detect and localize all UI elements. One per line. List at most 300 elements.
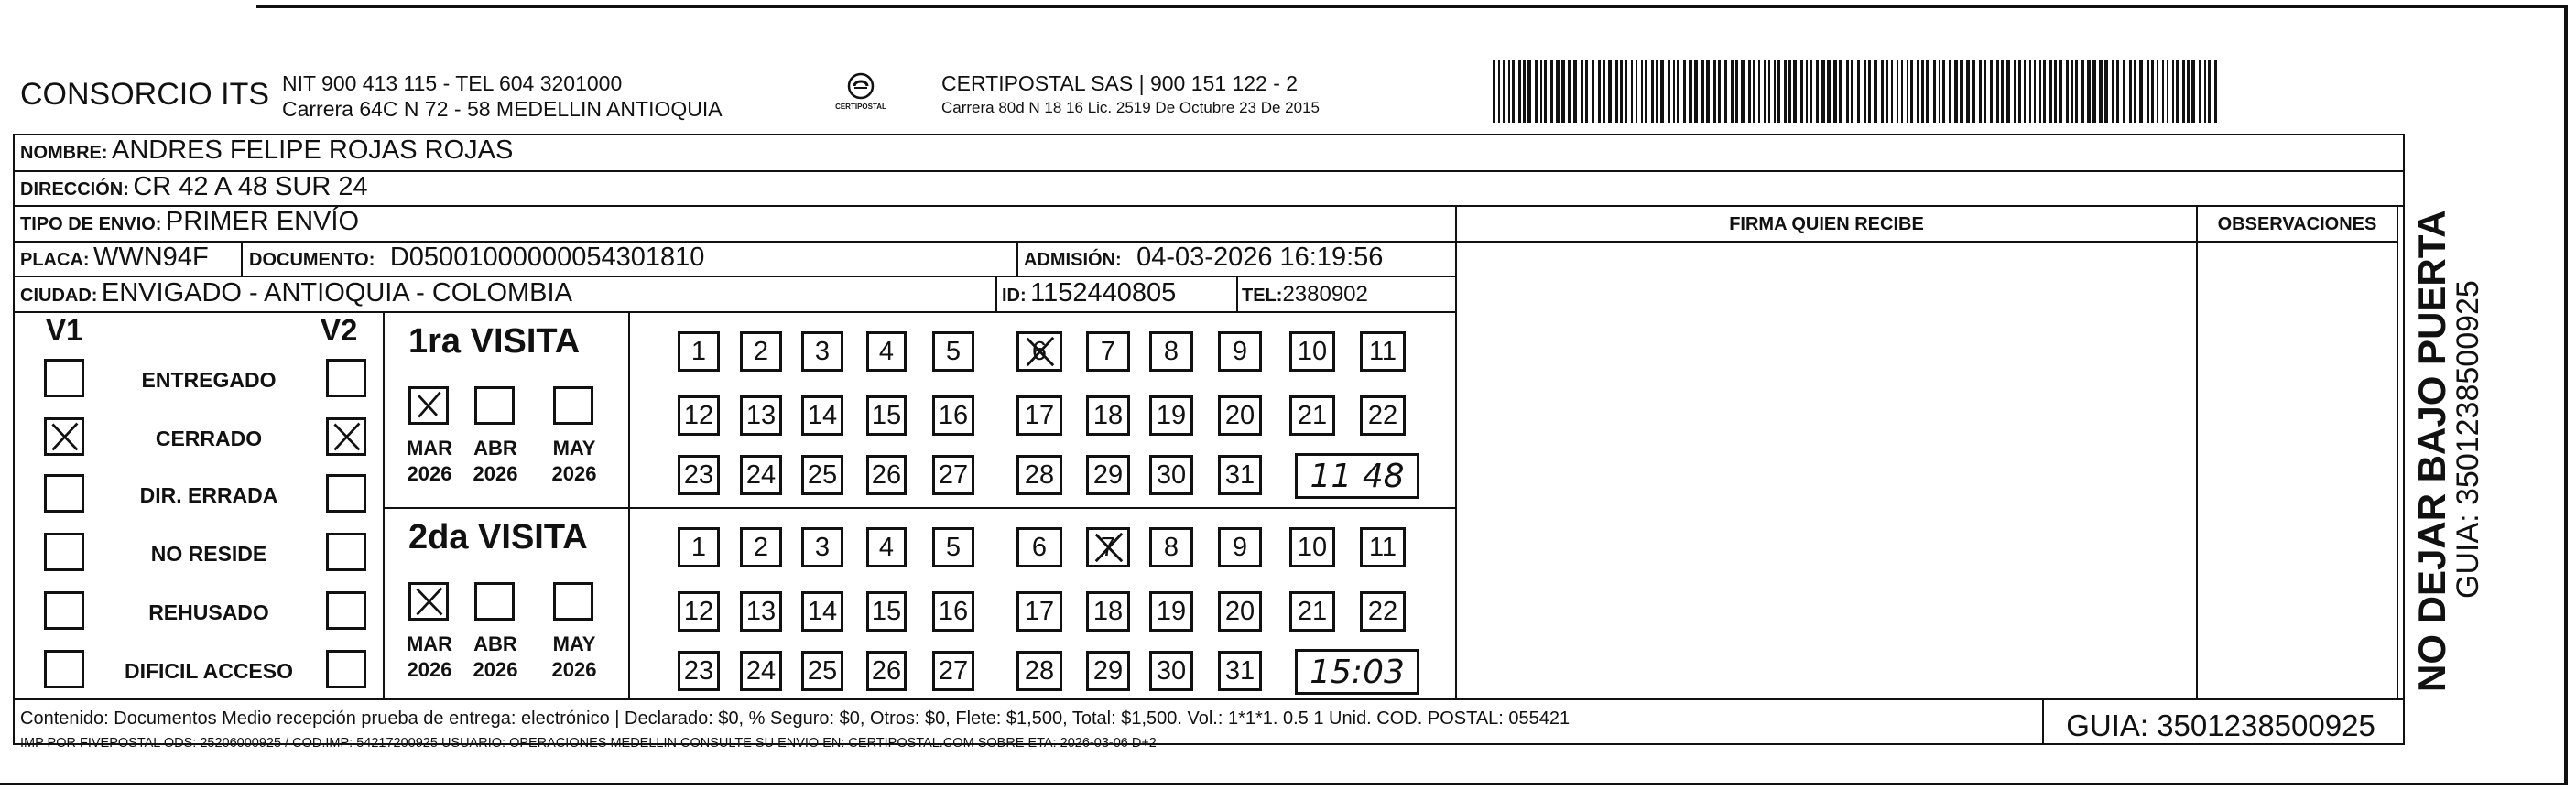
day-box[interactable]: 16 <box>932 591 974 632</box>
day-box[interactable]: 30 <box>1149 455 1193 495</box>
status-v2-checkbox[interactable] <box>326 533 366 571</box>
day-box[interactable]: 24 <box>740 455 782 495</box>
day-box[interactable]: 14 <box>801 395 843 436</box>
top-edge-line <box>256 5 2564 8</box>
barcode-bar <box>1713 60 1716 123</box>
day-box[interactable]: 20 <box>1218 591 1262 632</box>
barcode-bar <box>1636 60 1637 123</box>
barcode-bar <box>1689 60 1692 123</box>
barcode-bar <box>1701 60 1704 123</box>
barcode-bar <box>2147 60 2149 123</box>
status-option-label: DIFICIL ACCESO <box>124 659 293 683</box>
day-number: 7 <box>1100 532 1116 562</box>
day-box[interactable]: 26 <box>866 651 907 691</box>
barcode-bar <box>1972 60 1975 123</box>
month-year: 2026 <box>407 658 452 681</box>
visit-title: 2da VISITA <box>408 518 588 557</box>
day-box[interactable]: 10 <box>1289 331 1335 372</box>
month-name: ABR <box>473 437 517 459</box>
visit-month-checkbox[interactable] <box>474 582 515 621</box>
visit-divider <box>384 507 1456 509</box>
barcode-bar <box>2006 60 2010 123</box>
barcode-bar <box>2112 60 2114 123</box>
barcode-bar <box>1724 60 1727 123</box>
barcode-bar <box>1585 60 1588 123</box>
barcode-bar <box>2214 60 2217 123</box>
day-box[interactable]: 3 <box>801 331 843 372</box>
barcode-bar <box>1512 60 1515 123</box>
day-number: 6 <box>1031 336 1048 366</box>
barcode-bar <box>1735 60 1738 123</box>
barcode-bar <box>2134 60 2136 123</box>
status-option-label: NO RESIDE <box>150 542 267 566</box>
firma-left-divider <box>1455 205 1457 699</box>
barcode-bar <box>1996 60 1999 123</box>
tel-label: TEL: <box>1242 286 1283 306</box>
placa-divider <box>241 242 243 276</box>
barcode-bar <box>1683 60 1686 123</box>
barcode-bar <box>1764 60 1766 123</box>
id-row <box>1002 278 1176 308</box>
day-box[interactable]: 21 <box>1289 395 1335 436</box>
tel-row <box>1242 282 1368 308</box>
barcode-bar <box>1939 60 1940 123</box>
v2-header: V2 <box>321 313 358 347</box>
barcode-bar <box>1535 60 1538 123</box>
barcode-bar <box>1493 60 1495 123</box>
barcode-bar <box>2139 60 2143 123</box>
carrier-license: Carrera 80d N 18 16 Lic. 2519 De Octubre 23 De 2015 <box>941 99 1320 116</box>
barcode-bar <box>1857 60 1860 123</box>
barcode-bar <box>1881 60 1884 123</box>
logo-caption: CERTIPOSTAL <box>835 103 886 111</box>
barcode-bar <box>2066 60 2069 123</box>
admision-label: ADMISIÓN: <box>1024 250 1122 270</box>
barcode-bar <box>1897 60 1898 123</box>
barcode-bar <box>1498 60 1500 123</box>
month-year: 2026 <box>551 462 597 485</box>
barcode-bar <box>1926 60 1929 123</box>
day-box[interactable]: 30 <box>1149 651 1193 691</box>
company-nit: NIT 900 413 115 - TEL 604 3201000 <box>282 71 623 95</box>
barcode-bar <box>1793 60 1797 123</box>
placa-value: WWN94F <box>93 243 209 272</box>
day-box[interactable]: 23 <box>678 455 720 495</box>
status-option-label: ENTREGADO <box>141 368 277 392</box>
visit-month-label <box>397 436 462 487</box>
status-option-label: DIR. ERRADA <box>139 483 278 507</box>
barcode-bar <box>1651 60 1654 123</box>
day-box[interactable]: 2 <box>740 527 782 567</box>
day-box[interactable]: 16 <box>932 395 974 436</box>
barcode-bar <box>1942 60 1945 123</box>
barcode-bar <box>1677 60 1679 123</box>
tipo-value: PRIMER ENVÍO <box>165 207 360 236</box>
day-box[interactable]: 27 <box>932 455 974 495</box>
barcode-bar <box>2081 60 2084 123</box>
status-v2-checkbox[interactable] <box>326 650 366 688</box>
barcode-bar <box>1573 60 1577 123</box>
status-v2-checkbox[interactable] <box>326 474 366 513</box>
barcode-bar <box>1851 60 1853 123</box>
nombre-row <box>20 135 513 166</box>
barcode-bar <box>1788 60 1791 123</box>
barcode-bar <box>1748 60 1751 123</box>
row-line-6 <box>13 698 2405 700</box>
documento-label: DOCUMENTO: <box>249 250 375 270</box>
direccion-label: DIRECCIÓN: <box>20 179 129 200</box>
day-box[interactable]: 12 <box>678 591 720 632</box>
day-box[interactable]: 1 <box>678 331 720 372</box>
day-box[interactable]: 28 <box>1016 651 1062 691</box>
barcode-bar <box>2059 60 2062 123</box>
status-v1-checkbox[interactable] <box>44 533 84 571</box>
id-value: 1152440805 <box>1030 278 1177 308</box>
visit-month-label <box>463 632 527 683</box>
barcode-bar <box>2043 60 2046 123</box>
ciudad-value: ENVIGADO - ANTIOQUIA - COLOMBIA <box>101 278 572 308</box>
barcode-bar <box>1608 60 1612 123</box>
status-v1-checkbox[interactable] <box>44 359 84 397</box>
barcode-bar <box>1718 60 1721 123</box>
visit-month-checkbox[interactable] <box>553 582 593 621</box>
status-v2-checkbox[interactable] <box>326 359 366 397</box>
barcode-bar <box>1518 60 1521 123</box>
barcode-bar <box>2204 60 2206 123</box>
barcode-bar <box>1620 60 1623 123</box>
day-box[interactable]: 5 <box>932 331 974 372</box>
id-label: ID: <box>1002 286 1027 306</box>
direccion-row <box>20 172 368 202</box>
barcode-bar <box>2123 60 2125 123</box>
day-box[interactable] <box>1016 331 1062 372</box>
day-box[interactable]: 29 <box>1086 651 1130 691</box>
barcode-bar <box>1827 60 1831 123</box>
visit-time-handwritten: 15:03 <box>1310 653 1405 691</box>
barcode-bar <box>1933 60 1936 123</box>
visit-month-checkbox[interactable] <box>553 386 593 425</box>
barcode-bar <box>1768 60 1770 123</box>
barcode-bar <box>1753 60 1755 123</box>
barcode-bar <box>2001 60 2004 123</box>
barcode-bar <box>1540 60 1542 123</box>
barcode-bar <box>1625 60 1627 123</box>
day-box[interactable]: 2 <box>740 331 782 372</box>
status-v1-checkbox[interactable] <box>44 474 84 513</box>
header-underline <box>1456 241 2397 243</box>
barcode-bar <box>2167 60 2168 123</box>
month-name: MAR <box>406 632 453 655</box>
barcode-bar <box>1868 60 1871 123</box>
barcode-bar <box>1910 60 1913 123</box>
visit-month-label <box>397 632 462 683</box>
day-box[interactable]: 17 <box>1016 591 1062 632</box>
day-box[interactable]: 14 <box>801 591 843 632</box>
row-line-5 <box>13 311 1456 313</box>
barcode-bar <box>1598 60 1601 123</box>
id-divider <box>995 276 997 311</box>
status-divider <box>383 312 385 699</box>
day-box[interactable]: 3 <box>801 527 843 567</box>
barcode-bar <box>2087 60 2091 123</box>
placa-label: PLACA: <box>20 250 90 270</box>
certipostal-logo <box>824 68 897 119</box>
barcode-bar <box>2208 60 2211 123</box>
barcode-bar <box>2018 60 2021 123</box>
day-box[interactable]: 23 <box>678 651 720 691</box>
day-box[interactable]: 12 <box>678 395 720 436</box>
nombre-label: NOMBRE: <box>20 143 108 163</box>
barcode-bar <box>1592 60 1594 123</box>
barcode-bar <box>1556 60 1560 123</box>
month-name: ABR <box>473 632 517 655</box>
barcode-bar <box>1741 60 1745 123</box>
footer-contenido: Contenido: Documentos Medio recepción prueba de entrega: electrónico | Declarado: $0, % Seguro: $0, Otros: $0, Flete: $1,500, Total: $1,500. Vol.: 1*1*1. 0.5 1 Unid. COD. POSTAL: 055421 <box>20 708 1571 729</box>
barcode-bar <box>1508 60 1510 123</box>
barcode-bar <box>2092 60 2096 123</box>
barcode-bar <box>1758 60 1760 123</box>
barcode-bar <box>1984 60 1986 123</box>
barcode-bar <box>1954 60 1958 123</box>
day-box[interactable]: 20 <box>1218 395 1262 436</box>
observaciones-header: OBSERVACIONES <box>2217 214 2377 234</box>
tel-divider <box>1236 276 1238 311</box>
nombre-value: ANDRES FELIPE ROJAS ROJAS <box>112 135 514 165</box>
right-edge-line <box>2564 5 2568 784</box>
barcode-bar <box>2014 60 2016 123</box>
row-line-1 <box>13 170 2405 172</box>
barcode-bar <box>1568 60 1571 123</box>
day-box[interactable]: 6 <box>1016 527 1062 567</box>
day-box[interactable] <box>1086 527 1130 567</box>
day-box[interactable]: 15 <box>866 395 907 436</box>
month-name: MAY <box>552 632 596 655</box>
day-box[interactable]: 17 <box>1016 395 1062 436</box>
visit-month-checkbox[interactable] <box>408 386 449 425</box>
admision-row <box>1024 243 1383 273</box>
barcode-bar <box>2116 60 2119 123</box>
day-box[interactable]: 9 <box>1218 331 1262 372</box>
barcode-bar <box>1523 60 1526 123</box>
day-box[interactable]: 9 <box>1218 527 1262 567</box>
barcode-bar <box>2104 60 2108 123</box>
barcode-bar <box>1810 60 1812 123</box>
company-address: Carrera 64C N 72 - 58 MEDELLIN ANTIOQUIA <box>282 97 723 121</box>
day-box[interactable]: 29 <box>1086 455 1130 495</box>
visit-title: 1ra VISITA <box>408 322 581 361</box>
barcode-bar <box>1641 60 1643 123</box>
barcode <box>1491 60 2223 124</box>
barcode-bar <box>1846 60 1849 123</box>
day-box[interactable]: 26 <box>866 455 907 495</box>
barcode-bar <box>1921 60 1924 123</box>
barcode-bar <box>1833 60 1837 123</box>
day-box[interactable]: 5 <box>932 527 974 567</box>
day-box[interactable]: 25 <box>801 651 843 691</box>
company-name: CONSORCIO ITS <box>20 77 270 112</box>
row-line-2 <box>13 205 2405 207</box>
footer-guia: GUIA: 3501238500925 <box>2066 708 2375 742</box>
day-box[interactable]: 10 <box>1289 527 1335 567</box>
day-box[interactable]: 31 <box>1218 455 1262 495</box>
ciudad-label: CIUDAD: <box>20 286 98 306</box>
month-year: 2026 <box>473 658 518 681</box>
day-box[interactable]: 18 <box>1086 591 1130 632</box>
barcode-bar <box>2187 60 2190 123</box>
footer-imp: IMP POR FIVEPOSTAL ODS: 25206000925 / COD.IMP: 54217200925 USUARIO: OPERACIONES MEDELLIN CONSULTE SU ENVIO EN: CERTIPOSTAL.COM SOBRE ETA: 2026-03-06 D+2 <box>20 736 1157 751</box>
barcode-bar <box>2049 60 2052 123</box>
day-box[interactable]: 11 <box>1360 331 1406 372</box>
day-box[interactable]: 21 <box>1289 591 1335 632</box>
status-v1-checkbox[interactable] <box>44 591 84 630</box>
day-box[interactable]: 22 <box>1360 395 1406 436</box>
admision-divider <box>1016 242 1018 276</box>
barcode-bar <box>1544 60 1547 123</box>
side-warning: NO DEJAR BAJO PUERTA <box>2410 210 2453 692</box>
barcode-bar <box>1668 60 1670 123</box>
barcode-bar <box>1979 60 1982 123</box>
day-box[interactable]: 18 <box>1086 395 1130 436</box>
barcode-bar <box>1631 60 1633 123</box>
day-box[interactable]: 4 <box>866 331 907 372</box>
barcode-bar <box>1550 60 1553 123</box>
barcode-bar <box>1503 60 1505 123</box>
day-box[interactable]: 28 <box>1016 455 1062 495</box>
barcode-bar <box>1615 60 1618 123</box>
barcode-bar <box>2034 60 2036 123</box>
day-box[interactable]: 22 <box>1360 591 1406 632</box>
status-v2-checkbox[interactable] <box>326 417 366 456</box>
ciudad-row <box>20 278 572 308</box>
side-guia: GUIA: 3501238500925 <box>2451 280 2485 599</box>
day-box[interactable]: 27 <box>932 651 974 691</box>
visit-time-box[interactable] <box>1295 649 1419 695</box>
firma-header: FIRMA QUIEN RECIBE <box>1729 214 1924 234</box>
day-box[interactable]: 8 <box>1149 527 1193 567</box>
barcode-bar <box>1800 60 1803 123</box>
day-box[interactable]: 31 <box>1218 651 1262 691</box>
barcode-bar <box>1706 60 1710 123</box>
barcode-bar <box>1886 60 1888 123</box>
status-v2-checkbox[interactable] <box>326 591 366 630</box>
barcode-bar <box>1645 60 1647 123</box>
barcode-bar <box>2024 60 2026 123</box>
barcode-bar <box>2157 60 2158 123</box>
barcode-bar <box>1907 60 1908 123</box>
month-name: MAY <box>552 437 596 459</box>
day-box[interactable]: 1 <box>678 527 720 567</box>
barcode-bar <box>2191 60 2195 123</box>
barcode-bar <box>2162 60 2164 123</box>
months-divider <box>628 312 630 699</box>
month-year: 2026 <box>551 658 597 681</box>
tel-value: 2380902 <box>1282 282 1368 307</box>
day-box[interactable]: 11 <box>1360 527 1406 567</box>
barcode-bar <box>1731 60 1734 123</box>
carrier-name: CERTIPOSTAL SAS | 900 151 122 - 2 <box>941 71 1299 95</box>
month-year: 2026 <box>473 462 518 485</box>
barcode-bar <box>1891 60 1893 123</box>
barcode-bar <box>1784 60 1787 123</box>
status-v1-checkbox[interactable] <box>44 417 84 456</box>
barcode-bar <box>1917 60 1919 123</box>
status-option-label: REHUSADO <box>148 600 269 624</box>
status-v1-checkbox[interactable] <box>44 650 84 688</box>
obs-left-divider <box>2196 205 2198 699</box>
visit-month-checkbox[interactable] <box>474 386 515 425</box>
barcode-bar <box>1774 60 1776 123</box>
day-box[interactable]: 13 <box>740 395 782 436</box>
barcode-bar <box>1656 60 1658 123</box>
barcode-bar <box>2172 60 2174 123</box>
barcode-bar <box>1990 60 1993 123</box>
status-option-label: CERRADO <box>155 427 263 450</box>
barcode-bar <box>2182 60 2185 123</box>
barcode-bar <box>2054 60 2057 123</box>
tipo-label: TIPO DE ENVIO: <box>20 214 162 234</box>
barcode-bar <box>1581 60 1583 123</box>
bottom-edge-line <box>0 783 2568 785</box>
day-box[interactable]: 13 <box>740 591 782 632</box>
barcode-bar <box>2099 60 2103 123</box>
day-box[interactable]: 25 <box>801 455 843 495</box>
visit-month-label <box>463 436 527 487</box>
barcode-bar <box>1816 60 1819 123</box>
documento-row <box>249 243 704 273</box>
day-box[interactable]: 19 <box>1149 591 1193 632</box>
day-box[interactable]: 15 <box>866 591 907 632</box>
tipo-row <box>20 207 359 237</box>
barcode-bar <box>1949 60 1951 123</box>
barcode-bar <box>1806 60 1808 123</box>
visit-time-handwritten: 11 48 <box>1310 457 1405 495</box>
day-box[interactable]: 4 <box>866 527 907 567</box>
direccion-value: CR 42 A 48 SUR 24 <box>133 172 368 201</box>
barcode-bar <box>1960 60 1963 123</box>
barcode-bar <box>1561 60 1565 123</box>
barcode-bar <box>2151 60 2154 123</box>
placa-row <box>20 243 209 273</box>
visit-month-checkbox[interactable] <box>408 582 449 621</box>
barcode-bar <box>1673 60 1675 123</box>
day-box[interactable]: 19 <box>1149 395 1193 436</box>
barcode-bar <box>1777 60 1780 123</box>
barcode-bar <box>1966 60 1970 123</box>
admision-value: 04-03-2026 16:19:56 <box>1136 243 1384 272</box>
barcode-bar <box>2039 60 2041 123</box>
visit-time-box[interactable] <box>1295 453 1419 499</box>
barcode-bar <box>1694 60 1698 123</box>
day-box[interactable]: 7 <box>1086 331 1130 372</box>
barcode-bar <box>2071 60 2073 123</box>
barcode-bar <box>2029 60 2031 123</box>
visit-month-label <box>542 632 606 683</box>
barcode-bar <box>1874 60 1877 123</box>
month-name: MAR <box>406 437 453 459</box>
day-box[interactable]: 24 <box>740 651 782 691</box>
day-box[interactable]: 8 <box>1149 331 1193 372</box>
row-line-4 <box>13 276 1456 277</box>
month-year: 2026 <box>407 462 452 485</box>
barcode-bar <box>1527 60 1531 123</box>
barcode-bar <box>1821 60 1825 123</box>
barcode-bar <box>2075 60 2078 123</box>
v1-header: V1 <box>46 313 83 347</box>
documento-value: D05001000000054301810 <box>389 243 705 272</box>
barcode-bar <box>1660 60 1664 123</box>
visit-month-label <box>542 436 606 487</box>
barcode-bar <box>2176 60 2179 123</box>
